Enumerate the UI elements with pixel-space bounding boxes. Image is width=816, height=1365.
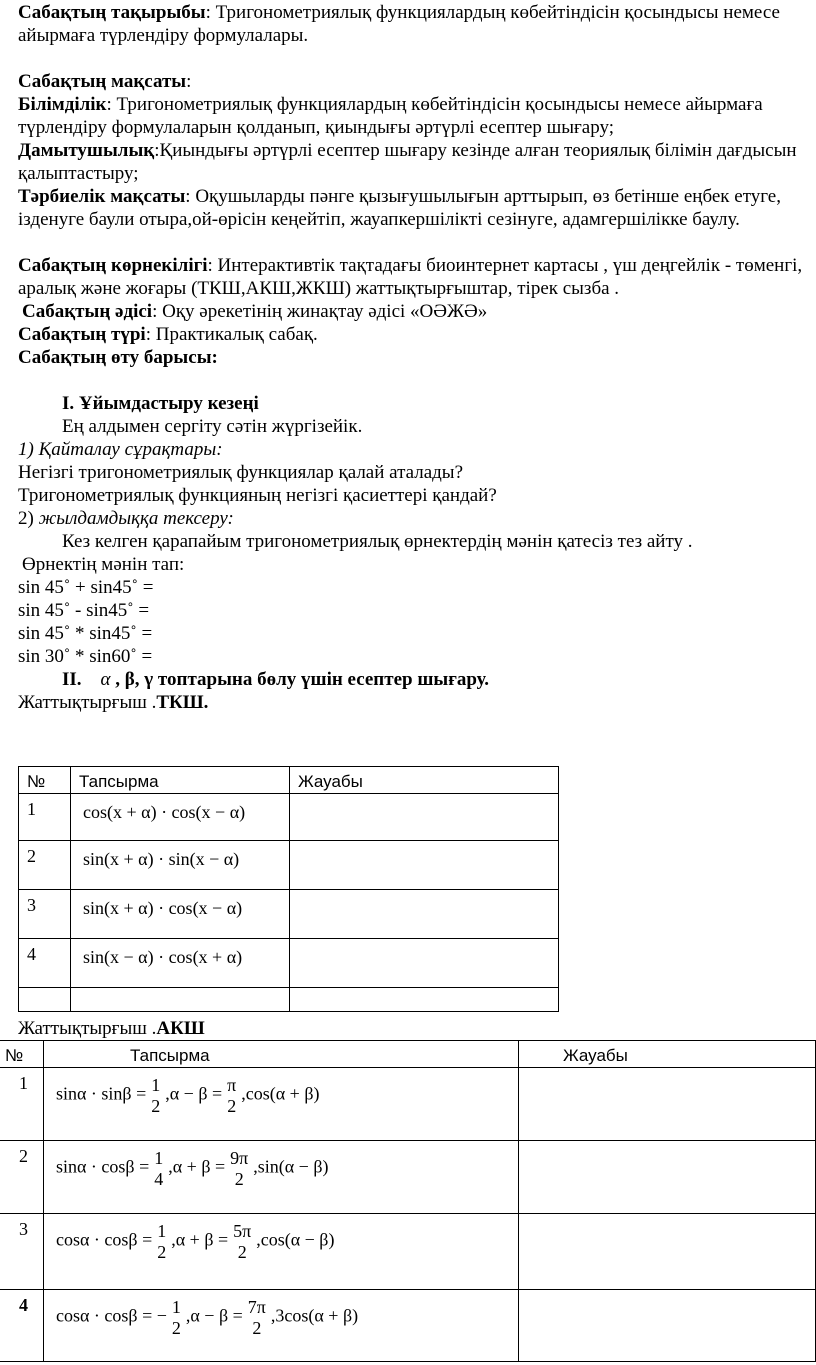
warmup-text: Ең алдымен сергіту сәтін жүргізейік. xyxy=(62,416,363,437)
edu-label: Білімділік xyxy=(18,94,107,115)
topic-label: Сабақтың тақырыбы xyxy=(18,2,206,23)
answer-cell[interactable] xyxy=(290,988,559,1012)
topic-paragraph xyxy=(18,1,814,47)
answer-cell[interactable] xyxy=(290,890,559,939)
visual-paragraph xyxy=(18,254,814,300)
denominator: 2 xyxy=(157,1242,167,1262)
denominator: 2 xyxy=(234,1169,244,1189)
table-row xyxy=(19,841,559,890)
numerator: 9π xyxy=(230,1148,249,1168)
speed-check-header xyxy=(18,507,814,530)
questions-header: 1) Қайталау сұрақтары: xyxy=(18,439,223,460)
task-formula: sin(x + α) · cos(x − α) xyxy=(71,890,290,939)
answer-cell[interactable] xyxy=(519,1290,816,1362)
stage2-title xyxy=(18,668,814,691)
denominator: 2 xyxy=(252,1318,262,1338)
table-row xyxy=(19,890,559,939)
formula-part: ,α − β = xyxy=(165,1083,223,1104)
fraction xyxy=(228,1148,250,1189)
numerator: 7π xyxy=(247,1297,266,1317)
row-number: 2 xyxy=(19,841,71,890)
expression-2: sin 45˚ - sin45˚ = xyxy=(18,600,150,621)
row-number: 2 xyxy=(0,1141,44,1214)
topic-text: : Тригонометриялық функциялардың көбейтіндісін қосындысы немесе айырмаға түрлендіру формулалары. xyxy=(18,2,780,46)
table-empty-row xyxy=(19,988,559,1012)
answer-cell[interactable] xyxy=(290,841,559,890)
method-text: : Оқу әрекетінің жинақтау әдісі «ОӘЖӘ» xyxy=(152,301,488,322)
task-formula xyxy=(44,1214,519,1290)
task-formula xyxy=(44,1290,519,1362)
speed-check-number: 2) xyxy=(18,508,39,529)
task-formula xyxy=(44,1068,519,1141)
col-answer-header: Жауабы xyxy=(290,767,559,794)
task-formula: sin(x − α) · cos(x + α) xyxy=(71,939,290,988)
formula-part: sinα · sinβ = xyxy=(56,1083,147,1104)
task-formula: cos(x + α) · cos(x − α) xyxy=(71,794,290,841)
answer-cell[interactable] xyxy=(519,1141,816,1214)
alpha-symbol: α xyxy=(100,669,111,690)
col-num-header: № xyxy=(0,1041,44,1068)
row-number: 1 xyxy=(0,1068,44,1141)
dev-text: :Қиындығы әртүрлі есептер шығару кезінде алған теориялық білімін дағдысын қалыптастыру; xyxy=(18,140,797,184)
fraction xyxy=(155,1221,168,1262)
row-number: 4 xyxy=(19,939,71,988)
row-number: 3 xyxy=(0,1214,44,1290)
fraction xyxy=(170,1297,183,1338)
tksh-label xyxy=(18,691,814,714)
dev-label: Дамытушылық xyxy=(18,140,155,161)
edu-paragraph xyxy=(18,93,814,139)
row-number: 3 xyxy=(19,890,71,939)
aksh-prefix: Жаттықтырғыш . xyxy=(18,1018,157,1039)
tksh-prefix: Жаттықтырғыш . xyxy=(18,692,157,713)
stage1-title: I. Ұйымдастыру кезеңі xyxy=(62,393,259,414)
method-paragraph xyxy=(18,300,814,323)
numerator: 5π xyxy=(233,1221,252,1241)
answer-cell[interactable] xyxy=(519,1214,816,1290)
formula-part: cosα · cosβ = − xyxy=(56,1305,167,1326)
answer-cell[interactable] xyxy=(290,939,559,988)
denominator: 2 xyxy=(237,1242,247,1262)
table-row xyxy=(0,1290,816,1362)
formula-part: sinα · cosβ = xyxy=(56,1156,150,1177)
question-1: Негізгі тригонометриялық функциялар қалай аталады? xyxy=(18,462,464,483)
numerator: 1 xyxy=(154,1148,164,1168)
question-2: Тригонометриялық функцияның негізгі қасиеттері қандай? xyxy=(18,485,497,506)
method-label: Сабақтың әдісі xyxy=(22,301,153,322)
type-label: Сабақтың түрі xyxy=(18,324,146,345)
fraction xyxy=(152,1148,165,1189)
fraction xyxy=(231,1221,253,1262)
empty-cell xyxy=(19,988,71,1012)
edu-text: : Тригонометриялық функциялардың көбейтіндісін қосындысы немесе айырмаға түрлендіру формулаларын қолданып, қиындығы әртүрлі есептер шығару; xyxy=(18,94,763,138)
stage2-rest: , β, γ топтарына бөлу үшін есептер шығару. xyxy=(110,669,490,690)
course-heading: Сабақтың өту барысы: xyxy=(18,347,218,368)
table-header-row xyxy=(19,767,559,794)
type-text: : Практикалық сабақ. xyxy=(145,324,318,345)
type-paragraph xyxy=(18,323,814,346)
denominator: 2 xyxy=(171,1318,181,1338)
numerator: 1 xyxy=(157,1221,167,1241)
row-number: 4 xyxy=(0,1290,44,1362)
answer-cell[interactable] xyxy=(519,1068,816,1141)
formula-part: ,α + β = xyxy=(168,1156,226,1177)
upbringing-paragraph xyxy=(18,185,814,231)
numerator: π xyxy=(227,1075,237,1095)
speed-check-text: жылдамдыққа тексеру: xyxy=(38,508,234,529)
stage2-prefix: II. xyxy=(62,669,82,690)
document-body xyxy=(18,0,814,714)
row-number: 1 xyxy=(19,794,71,841)
dev-paragraph xyxy=(18,139,814,185)
table-row xyxy=(0,1068,816,1141)
formula-part: ,α + β = xyxy=(171,1229,229,1250)
aksh-label xyxy=(18,1017,205,1040)
aims-label: Сабақтың мақсаты xyxy=(18,71,187,92)
tksh-bold: ТКШ. xyxy=(156,692,209,713)
visual-text: : Интерактивтік тақтадағы биоинтернет картасы , үш деңгейлік - төменгі, аралық және жоғары (ТКШ,АКШ,ЖКШ) жаттықтырғыштар, тірек сызба . xyxy=(18,255,803,299)
col-num-header: № xyxy=(19,767,71,794)
upbringing-label: Тәрбиелік мақсаты xyxy=(18,186,186,207)
formula-part: ,α − β = xyxy=(185,1305,243,1326)
aims-colon: : xyxy=(186,71,192,92)
table-row xyxy=(19,939,559,988)
numerator: 1 xyxy=(171,1297,181,1317)
visual-label: Сабақтың көрнекілігі xyxy=(18,255,208,276)
formula-part: ,cos(α + β) xyxy=(241,1083,320,1104)
answer-cell[interactable] xyxy=(290,794,559,841)
table-row xyxy=(19,794,559,841)
formula-part: ,cos(α − β) xyxy=(256,1229,335,1250)
table-row xyxy=(0,1214,816,1290)
fraction xyxy=(225,1075,238,1116)
speed-task: Кез келген қарапайым тригонометриялық өрнектердің мәнін қатесіз тез айту . xyxy=(62,531,693,552)
col-answer-header: Жауабы xyxy=(519,1041,816,1068)
aksh-table xyxy=(0,1040,816,1362)
formula-part: cosα · cosβ = xyxy=(56,1229,153,1250)
task-formula: sin(x + α) · sin(x − α) xyxy=(71,841,290,890)
col-task-header: Тапсырма xyxy=(71,767,290,794)
expression-4: sin 30˚ * sin60˚ = xyxy=(18,646,153,667)
empty-cell xyxy=(71,988,290,1012)
table-header-row xyxy=(0,1041,816,1068)
denominator: 2 xyxy=(227,1096,237,1116)
tksh-table xyxy=(18,766,559,1012)
numerator: 1 xyxy=(151,1075,161,1095)
expression-1: sin 45˚ + sin45˚ = xyxy=(18,577,154,598)
fraction xyxy=(246,1297,268,1338)
denominator: 4 xyxy=(154,1169,164,1189)
col-task-header: Тапсырма xyxy=(44,1041,519,1068)
aims-heading xyxy=(18,70,814,93)
aksh-bold: АКШ xyxy=(156,1018,205,1039)
find-value-text: Өрнектің мәнін тап: xyxy=(22,554,185,575)
formula-part: ,sin(α − β) xyxy=(253,1156,329,1177)
formula-part: ,3cos(α + β) xyxy=(270,1305,359,1326)
upbringing-text: : Оқушыларды пәнге қызығушылығын арттырып, өз бетінше еңбек етуге, ізденуге баули отыра,ой-өрісін кеңейтіп, жауапкершілікті сезінуге, адамгершілікке баулу. xyxy=(18,186,781,230)
fraction xyxy=(149,1075,162,1116)
table-row xyxy=(0,1141,816,1214)
expression-3: sin 45˚ * sin45˚ = xyxy=(18,623,153,644)
denominator: 2 xyxy=(151,1096,161,1116)
task-formula xyxy=(44,1141,519,1214)
